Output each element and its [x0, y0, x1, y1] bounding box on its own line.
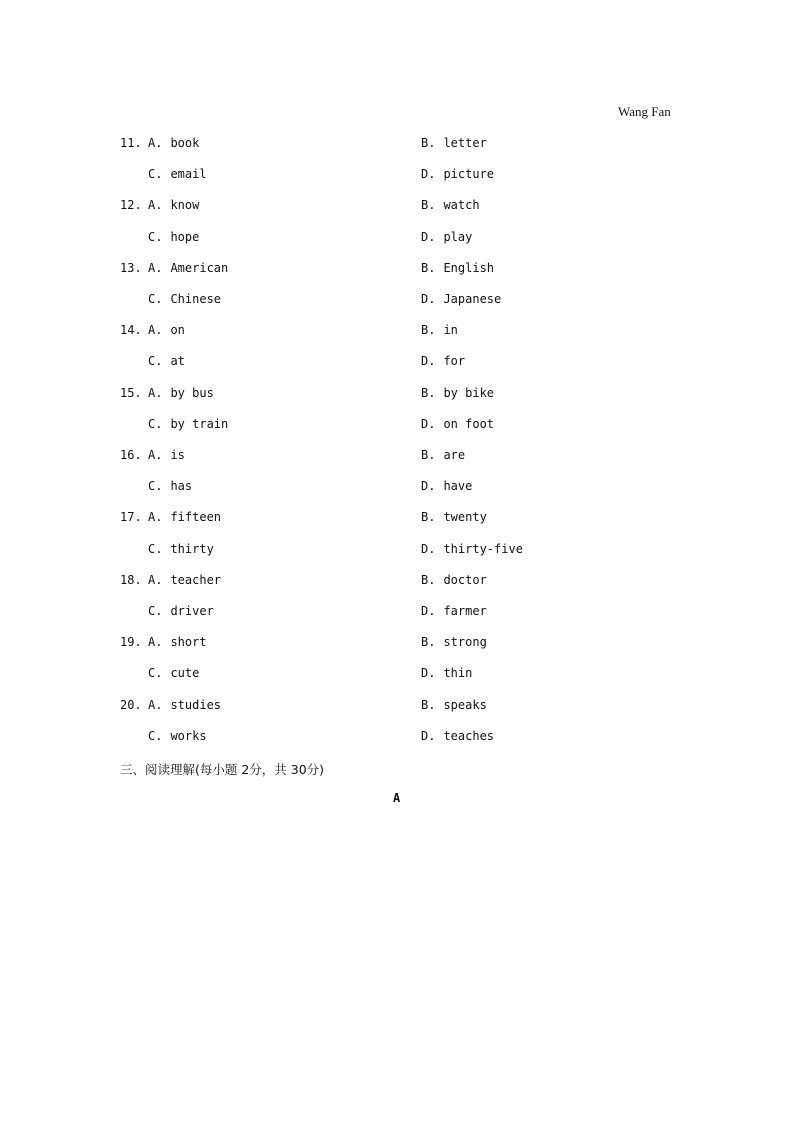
question-row-second	[0, 542, 794, 560]
question-number: 14.	[120, 323, 142, 337]
question-row	[0, 510, 794, 528]
option-d: D. picture	[421, 167, 495, 181]
question-row	[0, 573, 794, 591]
option-b: B. twenty	[421, 510, 487, 524]
question-number: 12.	[120, 198, 142, 212]
question-row-second	[0, 604, 794, 622]
option-c: C. email	[148, 167, 207, 181]
question-row	[0, 323, 794, 341]
option-d: D. teaches	[421, 729, 495, 743]
option-a: A. teacher	[148, 573, 222, 587]
option-c: C. by train	[148, 417, 229, 431]
passage-label: A	[393, 791, 401, 805]
option-a: A. fifteen	[148, 510, 222, 524]
question-row	[0, 136, 794, 154]
question-row-second	[0, 354, 794, 372]
option-a: A. American	[148, 261, 229, 275]
question-row-second	[0, 666, 794, 684]
question-number: 20.	[120, 698, 142, 712]
option-a: A. studies	[148, 698, 222, 712]
question-row-second	[0, 230, 794, 248]
option-c: C. at	[148, 354, 185, 368]
option-b: B. by bike	[421, 386, 495, 400]
option-d: D. play	[421, 230, 473, 244]
option-c: C. hope	[148, 230, 200, 244]
option-d: D. Japanese	[421, 292, 502, 306]
question-number: 18.	[120, 573, 142, 587]
signature: Wang Fan	[618, 104, 671, 119]
option-a: A. book	[148, 136, 200, 150]
question-row-second	[0, 729, 794, 747]
option-c: C. driver	[148, 604, 214, 618]
option-c: C. cute	[148, 666, 200, 680]
option-b: B. strong	[421, 635, 487, 649]
option-d: D. on foot	[421, 417, 495, 431]
option-d: D. thin	[421, 666, 473, 680]
option-a: A. know	[148, 198, 200, 212]
option-d: D. thirty-five	[421, 542, 523, 556]
option-c: C. Chinese	[148, 292, 222, 306]
option-a: A. short	[148, 635, 207, 649]
option-c: C. thirty	[148, 542, 214, 556]
option-b: B. doctor	[421, 573, 487, 587]
question-number: 11.	[120, 136, 142, 150]
option-a: A. is	[148, 448, 185, 462]
option-d: D. for	[421, 354, 466, 368]
question-row	[0, 261, 794, 279]
option-c: C. has	[148, 479, 193, 493]
option-b: B. speaks	[421, 698, 487, 712]
question-number: 13.	[120, 261, 142, 275]
option-a: A. on	[148, 323, 185, 337]
question-row	[0, 386, 794, 404]
option-b: B. watch	[421, 198, 480, 212]
option-c: C. works	[148, 729, 207, 743]
option-b: B. are	[421, 448, 466, 462]
question-number: 15.	[120, 386, 142, 400]
question-row-second	[0, 167, 794, 185]
option-d: D. farmer	[421, 604, 487, 618]
option-d: D. have	[421, 479, 473, 493]
question-number: 19.	[120, 635, 142, 649]
option-b: B. English	[421, 261, 495, 275]
question-row	[0, 635, 794, 653]
option-a: A. by bus	[148, 386, 214, 400]
question-number: 16.	[120, 448, 142, 462]
section-heading: 三、阅读理解(每小题 2分，共 30分)	[120, 762, 325, 777]
question-row	[0, 448, 794, 466]
question-row	[0, 198, 794, 216]
question-number: 17.	[120, 510, 142, 524]
question-row-second	[0, 479, 794, 497]
option-b: B. letter	[421, 136, 487, 150]
question-row-second	[0, 292, 794, 310]
question-row-second	[0, 417, 794, 435]
option-b: B. in	[421, 323, 458, 337]
question-row	[0, 698, 794, 716]
